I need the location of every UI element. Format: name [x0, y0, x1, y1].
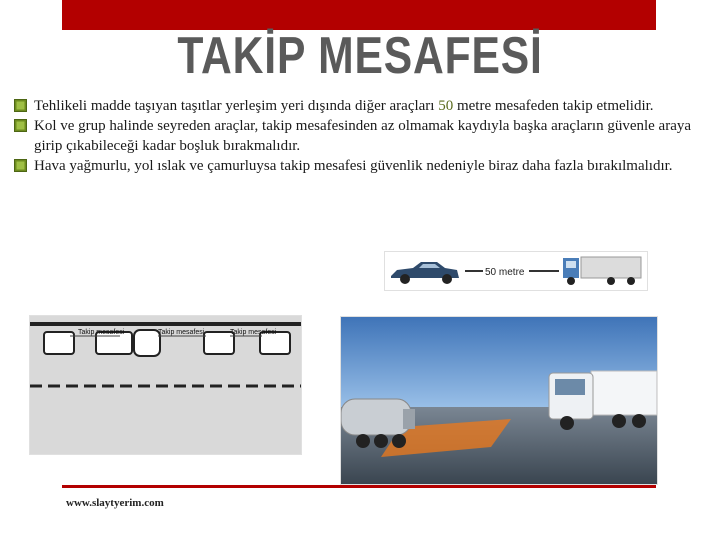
bullet-list — [14, 96, 704, 176]
convoy-diagram — [29, 315, 302, 455]
distance-figure — [384, 251, 648, 291]
footer-divider — [62, 485, 656, 488]
truck-following-photo — [340, 316, 658, 485]
slide-title: TAKİP MESAFESİ — [177, 27, 543, 85]
distance-label: 50 metre — [485, 267, 525, 278]
bullet-item — [14, 156, 704, 176]
bullet-text: Tehlikeli madde taşıyan taşıtlar yerleşim yeri dışında diğer araçları — [34, 98, 439, 114]
footer-url: www.slaytyerim.com — [66, 497, 164, 509]
bullet-text: Kol ve grup halinde seyreden araçlar, takip mesafesinden az olmamak kaydıyla başka araçların güvenle araya girip çıkabileceği kadar boşluk bırakmalıdır. — [34, 118, 692, 154]
gap-label: Takip mesafesi — [158, 329, 205, 336]
checkbox-bullet-icon — [14, 119, 27, 132]
checkbox-bullet-icon — [14, 99, 27, 112]
bullet-text-end: metre mesafeden takip etmelidir. — [453, 98, 654, 114]
distance-highlight: 50 — [438, 98, 454, 114]
gap-label: Takip mesafesi — [230, 329, 277, 336]
bullet-item — [14, 116, 704, 156]
checkbox-bullet-icon — [14, 159, 27, 172]
bullet-item — [14, 96, 704, 116]
gap-label: Takip mesafesi — [78, 329, 125, 336]
bullet-text: Hava yağmurlu, yol ıslak ve çamurluysa takip mesafesi güvenlik nedeniyle biraz daha fazla bırakılmalıdır. — [34, 158, 673, 174]
